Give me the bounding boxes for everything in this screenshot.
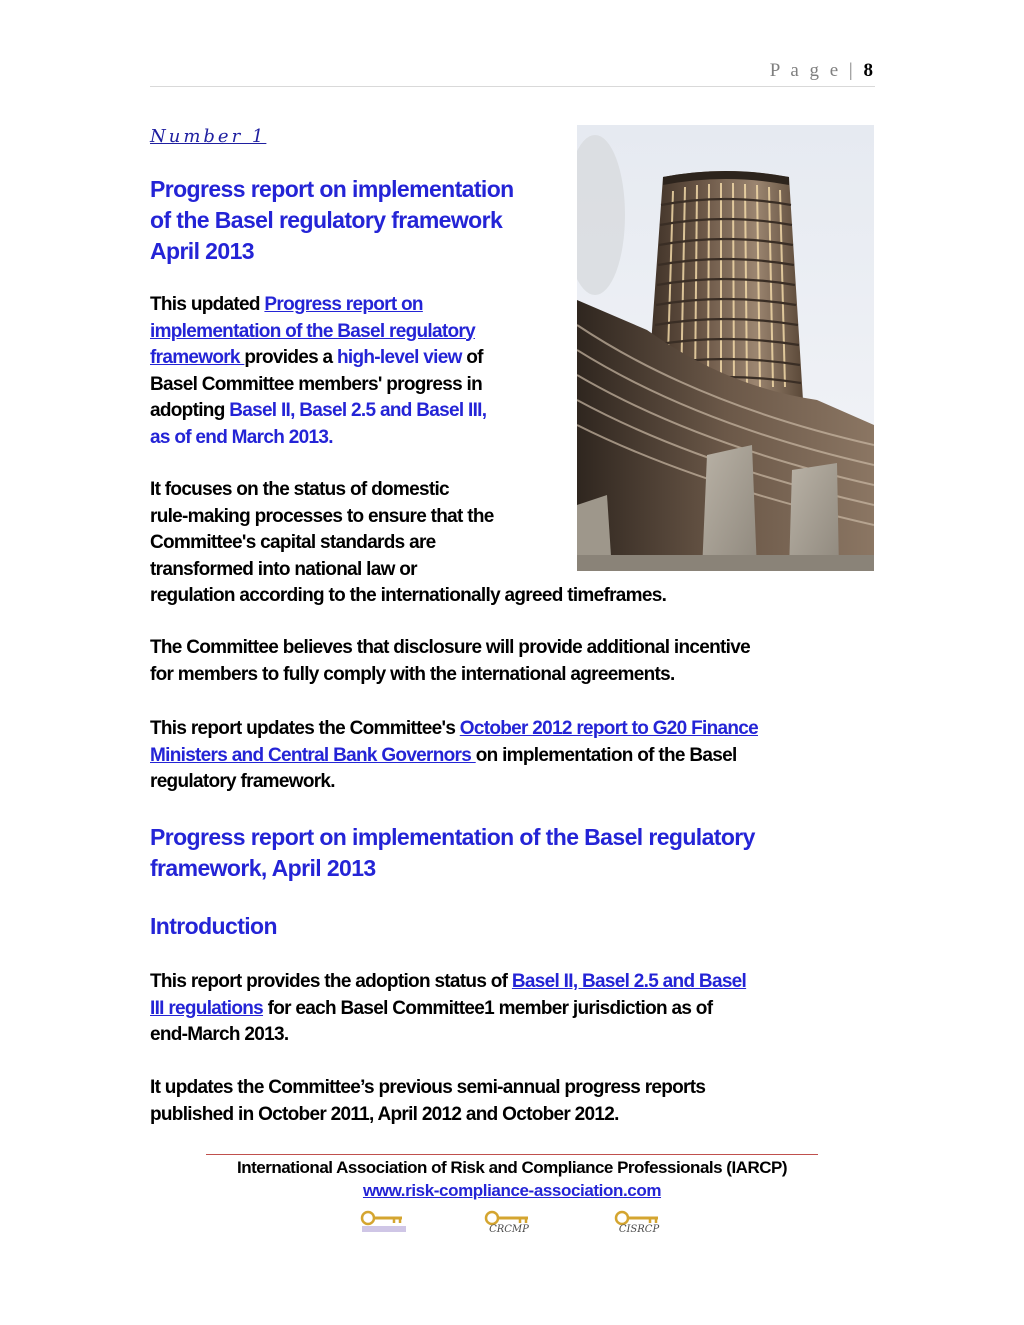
section-number-label: Number 1 [150, 126, 267, 147]
progress-report-link[interactable]: implementation of the Basel regulatory [150, 320, 475, 342]
page-number-label: P a g e | 8 [769, 60, 873, 81]
g20-report-link[interactable]: Ministers and Central Bank Governors [150, 744, 476, 766]
cisrcp-badge [614, 1210, 664, 1235]
basel-regulations-link[interactable]: Basel II, Basel 2.5 and Basel [511, 971, 747, 992]
badge-label: CISRCP [618, 1224, 660, 1235]
footer-divider [206, 1154, 818, 1155]
intro-paragraph: This updated Progress report on implementation of the Basel regulatory framework provides a high-level view of Basel Committee members' progress in adopting Basel II, Basel 2.5 and Basel III, as of end March 2013. [150, 292, 486, 451]
title-line: Progress report on implementation [150, 176, 514, 202]
highlight-text: as of end March 2013. [150, 426, 333, 448]
report-heading: Progress report on implementation of the Basel regulatory framework, April 2013 [150, 824, 755, 881]
key-icon [360, 1210, 410, 1234]
highlight-text: Basel II, Basel 2.5 and Basel III, [229, 400, 487, 421]
focus-paragraph: It focuses on the status of domestic rule-making processes to ensure that the Committee's capital standards are transformed into national law or regulation according to the internationally agreed timeframes. [150, 479, 667, 606]
previous-reports-paragraph: It updates the Committee’s previous semi-annual progress reports published in October 2011, April 2012 and October 2012. [150, 1077, 706, 1125]
progress-report-link[interactable]: framework [150, 347, 245, 368]
page-header [150, 58, 875, 87]
title-line: of the Basel regulatory framework [150, 207, 503, 233]
g20-report-link[interactable]: October 2012 report to G20 Finance [459, 718, 759, 739]
update-paragraph: This report updates the Committee's October 2012 report to G20 Finance Ministers and Central Bank Governors on implementation of the Basel regulatory framework. [150, 718, 759, 792]
badge-label: CRCMP [489, 1224, 529, 1235]
footer-website [0, 1181, 1024, 1201]
adoption-paragraph: This report provides the adoption status of Basel II, Basel 2.5 and Basel III regulations for each Basel Committee1 member jurisdiction as of end-March 2013. [150, 971, 747, 1045]
basel-regulations-link[interactable]: III regulations [150, 997, 264, 1019]
page-number: 8 [863, 60, 873, 81]
progress-report-link[interactable]: Progress report on [264, 294, 423, 315]
member-key-badge [360, 1210, 410, 1239]
disclosure-paragraph: The Committee believes that disclosure will provide additional incentive for members to fully comply with the international agreements. [150, 637, 750, 685]
highlight-text: high-level view [337, 347, 462, 368]
title-line: April 2013 [150, 238, 254, 264]
crcmp-badge [484, 1210, 534, 1235]
introduction-heading: Introduction [150, 913, 277, 939]
document-title [150, 174, 560, 267]
website-link[interactable]: www.risk-compliance-association.com [362, 1181, 662, 1200]
footer-organization: International Association of Risk and Compliance Professionals (IARCP) [236, 1158, 788, 1177]
